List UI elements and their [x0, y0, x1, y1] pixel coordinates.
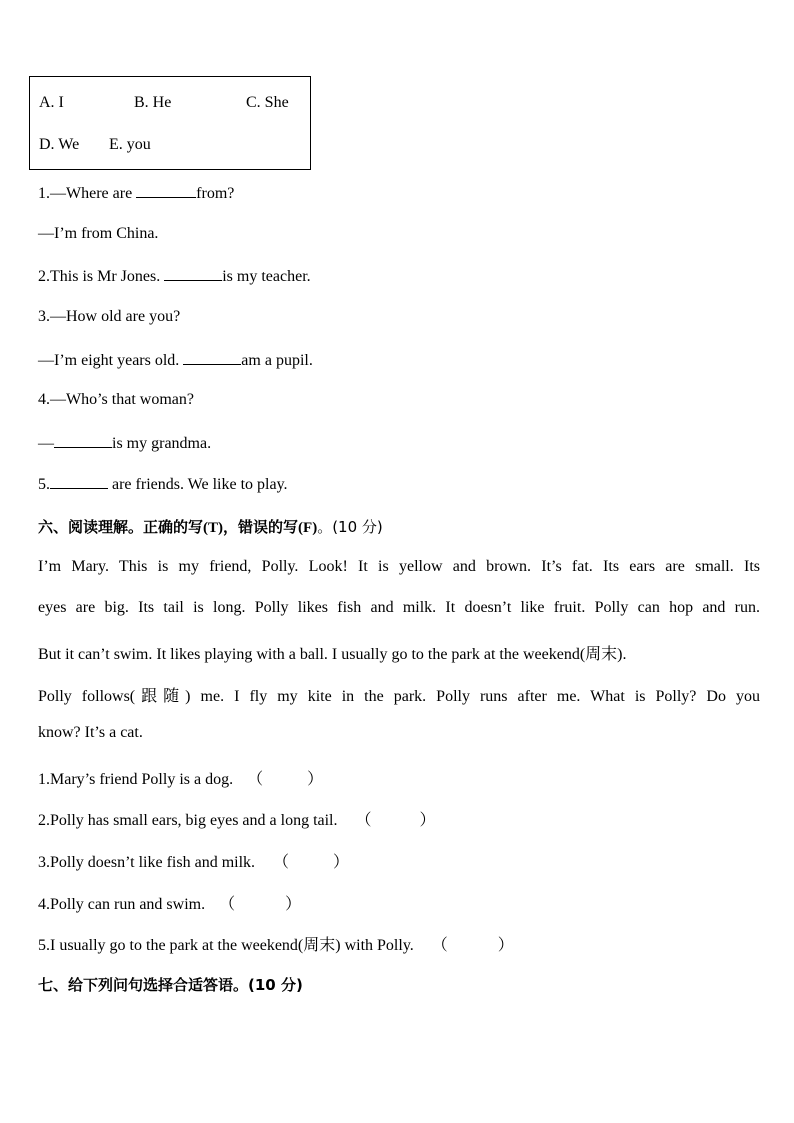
options-box: [29, 76, 311, 170]
question-5: [38, 474, 288, 494]
statement-3: [38, 849, 349, 872]
statement-1: [38, 766, 323, 789]
section-6-heading-c: 。(10 分): [317, 518, 383, 536]
question-4-pre: —: [38, 435, 54, 452]
question-1-reply: —I’m from China.: [38, 225, 159, 242]
answer-blank-2[interactable]: [164, 266, 222, 281]
question-3: 3.—How old are you?: [38, 308, 181, 325]
question-5-pre: 5.: [38, 476, 50, 493]
statement-text: 5.I usually go to the park at the weekend(周末) with Polly.: [38, 937, 414, 954]
statement-2: [38, 807, 436, 830]
answer-paren-open: （: [247, 771, 264, 788]
passage-line: eyes are big. Its tail is long. Polly likes fish and milk. It doesn’t like fruit. Polly can hop and run.: [38, 599, 760, 616]
option-a: A. I: [39, 94, 64, 111]
section-6-heading: [38, 516, 383, 537]
answer-paren-open: （: [431, 937, 448, 954]
question-2: [38, 266, 311, 286]
question-2-post: is my teacher.: [222, 268, 311, 285]
question-2-pre: 2.This is Mr Jones.: [38, 268, 165, 285]
answer-blank-4[interactable]: [54, 433, 112, 448]
option-e: E. you: [109, 136, 151, 153]
statement-5: [38, 932, 514, 955]
question-1-pre: 1.—Where are: [38, 185, 137, 202]
answer-paren-close: ）: [497, 937, 514, 954]
statement-text: 4.Polly can run and swim.: [38, 896, 206, 913]
statement-text: 3.Polly doesn’t like fish and milk.: [38, 854, 256, 871]
passage-line: I’m Mary. This is my friend, Polly. Look! It is yellow and brown. It’s fat. Its ears are small. Its: [38, 558, 760, 575]
answer-paren-close: ）: [333, 854, 350, 871]
section-7-heading: 七、给下列问句选择合适答语。(10 分): [38, 976, 303, 994]
answer-blank-5[interactable]: [50, 474, 108, 489]
question-1: [38, 183, 234, 203]
option-b: B. He: [134, 94, 172, 111]
answer-paren-close: ）: [307, 771, 324, 788]
answer-paren-open: （: [273, 854, 290, 871]
question-3-post: am a pupil.: [241, 352, 313, 369]
statement-text: 1.Mary’s friend Polly is a dog.: [38, 771, 234, 788]
passage-line: Polly follows(跟随) me. I fly my kite in the park. Polly runs after me. What is Polly? Do you: [38, 688, 760, 705]
answer-blank-1[interactable]: [136, 183, 196, 198]
question-5-post: are friends. We like to play.: [108, 476, 288, 493]
answer-paren-open: （: [355, 812, 372, 829]
option-d: D. We: [39, 136, 80, 153]
passage-line: But it can’t swim. It likes playing with a ball. I usually go to the park at the weekend(周末).: [38, 646, 627, 663]
section-6-heading-f: (F): [298, 520, 318, 536]
statement-text: 2.Polly has small ears, big eyes and a long tail.: [38, 812, 338, 829]
question-4: 4.—Who’s that woman?: [38, 391, 194, 408]
question-3-reply: [38, 350, 313, 370]
question-3-pre: —I’m eight years old.: [38, 352, 184, 369]
question-4-reply: [38, 433, 211, 453]
option-c: C. She: [246, 94, 289, 111]
question-1-post: from?: [196, 185, 235, 202]
section-6-heading-b: ，错误的写: [223, 518, 299, 536]
statement-4: [38, 891, 301, 914]
passage-line: know? It’s a cat.: [38, 724, 143, 741]
section-6-heading-t: (T): [203, 520, 224, 536]
answer-paren-open: （: [219, 896, 236, 913]
answer-paren-close: ）: [419, 812, 436, 829]
section-6-heading-a: 六、阅读理解。正确的写: [38, 518, 204, 536]
question-4-post: is my grandma.: [112, 435, 212, 452]
answer-blank-3[interactable]: [183, 350, 241, 365]
answer-paren-close: ）: [285, 896, 302, 913]
